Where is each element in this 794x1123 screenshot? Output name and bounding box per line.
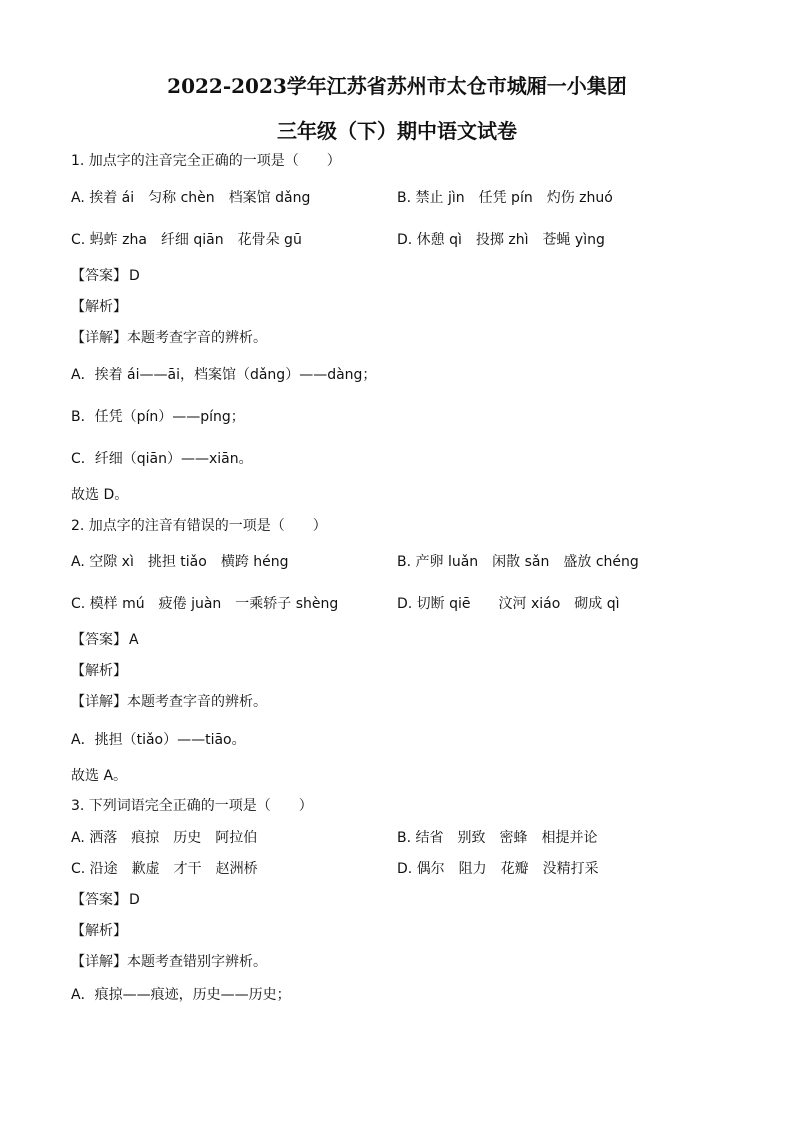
answer-value: D (129, 892, 140, 908)
question-1-option-b: B. 禁止 jìn 任凭 pín 灼伤 zhuó (397, 190, 613, 206)
question-3-answer (71, 889, 140, 909)
question-2-option-b: B. 产卵 luǎn 闲散 sǎn 盛放 chéng (397, 554, 639, 570)
answer-tag: 【答案】 (71, 892, 127, 908)
question-1-answer (71, 265, 140, 285)
question-1-conclusion: 故选 D。 (71, 487, 129, 503)
question-1-option-c: C. 蚂蚱 zha 纤细 qiān 花骨朵 gū (71, 232, 302, 248)
question-3-analysis-tag: 【解析】 (71, 923, 127, 939)
question-2-conclusion: 故选 A。 (71, 768, 128, 784)
question-2-answer (71, 629, 139, 649)
question-1-detail-line-1: A．挨着 ái——āi，档案馆（dǎng）——dàng； (71, 367, 377, 383)
detail-intro: 本题考查字音的辨析。 (127, 330, 267, 346)
detail-intro: 本题考查字音的辨析。 (127, 694, 267, 710)
detail-intro: 本题考查错别字辨析。 (127, 954, 267, 970)
question-1-option-d: D. 休憩 qì 投掷 zhì 苍蝇 yìng (397, 232, 605, 248)
question-2-option-a: A. 空隙 xì 挑担 tiǎo 横跨 héng (71, 554, 289, 570)
question-3-detail-line-1: A．痕掠——痕迹，历史——历史； (71, 987, 291, 1003)
exam-title-line1: 2022-2023学年江苏省苏州市太仓市城厢一小集团 (167, 74, 627, 98)
question-1-detail-line-3: C．纤细（qiān）——xiān。 (71, 451, 253, 467)
answer-value: A (129, 632, 139, 648)
exam-title-line2: 三年级（下）期中语文试卷 (277, 119, 517, 143)
answer-tag: 【答案】 (71, 632, 127, 648)
question-2-analysis-tag: 【解析】 (71, 663, 127, 679)
question-2-detail (71, 691, 267, 711)
question-2-option-c: C. 模样 mú 疲倦 juàn 一乘轿子 shèng (71, 596, 339, 612)
question-3-detail (71, 951, 267, 971)
question-3-option-c: C. 沿途 歉虚 才干 赵洲桥 (71, 861, 258, 877)
question-1-option-a: A. 挨着 ái 匀称 chèn 档案馆 dǎng (71, 190, 311, 206)
question-1-analysis-tag: 【解析】 (71, 299, 127, 315)
question-3-option-a: A. 洒落 痕掠 历史 阿拉伯 (71, 830, 258, 846)
detail-tag: 【详解】 (71, 694, 127, 710)
question-3-option-d: D. 偶尔 阻力 花瓣 没精打采 (397, 861, 599, 877)
detail-tag: 【详解】 (71, 954, 127, 970)
question-2-detail-line-1: A．挑担（tiǎo）——tiāo。 (71, 732, 246, 748)
answer-tag: 【答案】 (71, 268, 127, 284)
question-3-option-b: B. 结省 别致 密蜂 相提并论 (397, 830, 598, 846)
question-3-stem: 3. 下列词语完全正确的一项是（ ） (71, 798, 313, 814)
answer-value: D (129, 268, 140, 284)
question-2-option-d: D. 切断 qiē 汶河 xiáo 砌成 qì (397, 596, 620, 612)
question-1-detail-line-2: B．任凭（pín）——píng； (71, 409, 245, 425)
detail-tag: 【详解】 (71, 330, 127, 346)
question-1-detail (71, 327, 267, 347)
question-1-stem: 1. 加点字的注音完全正确的一项是（ ） (71, 153, 341, 169)
question-2-stem: 2. 加点字的注音有错误的一项是（ ） (71, 518, 327, 534)
